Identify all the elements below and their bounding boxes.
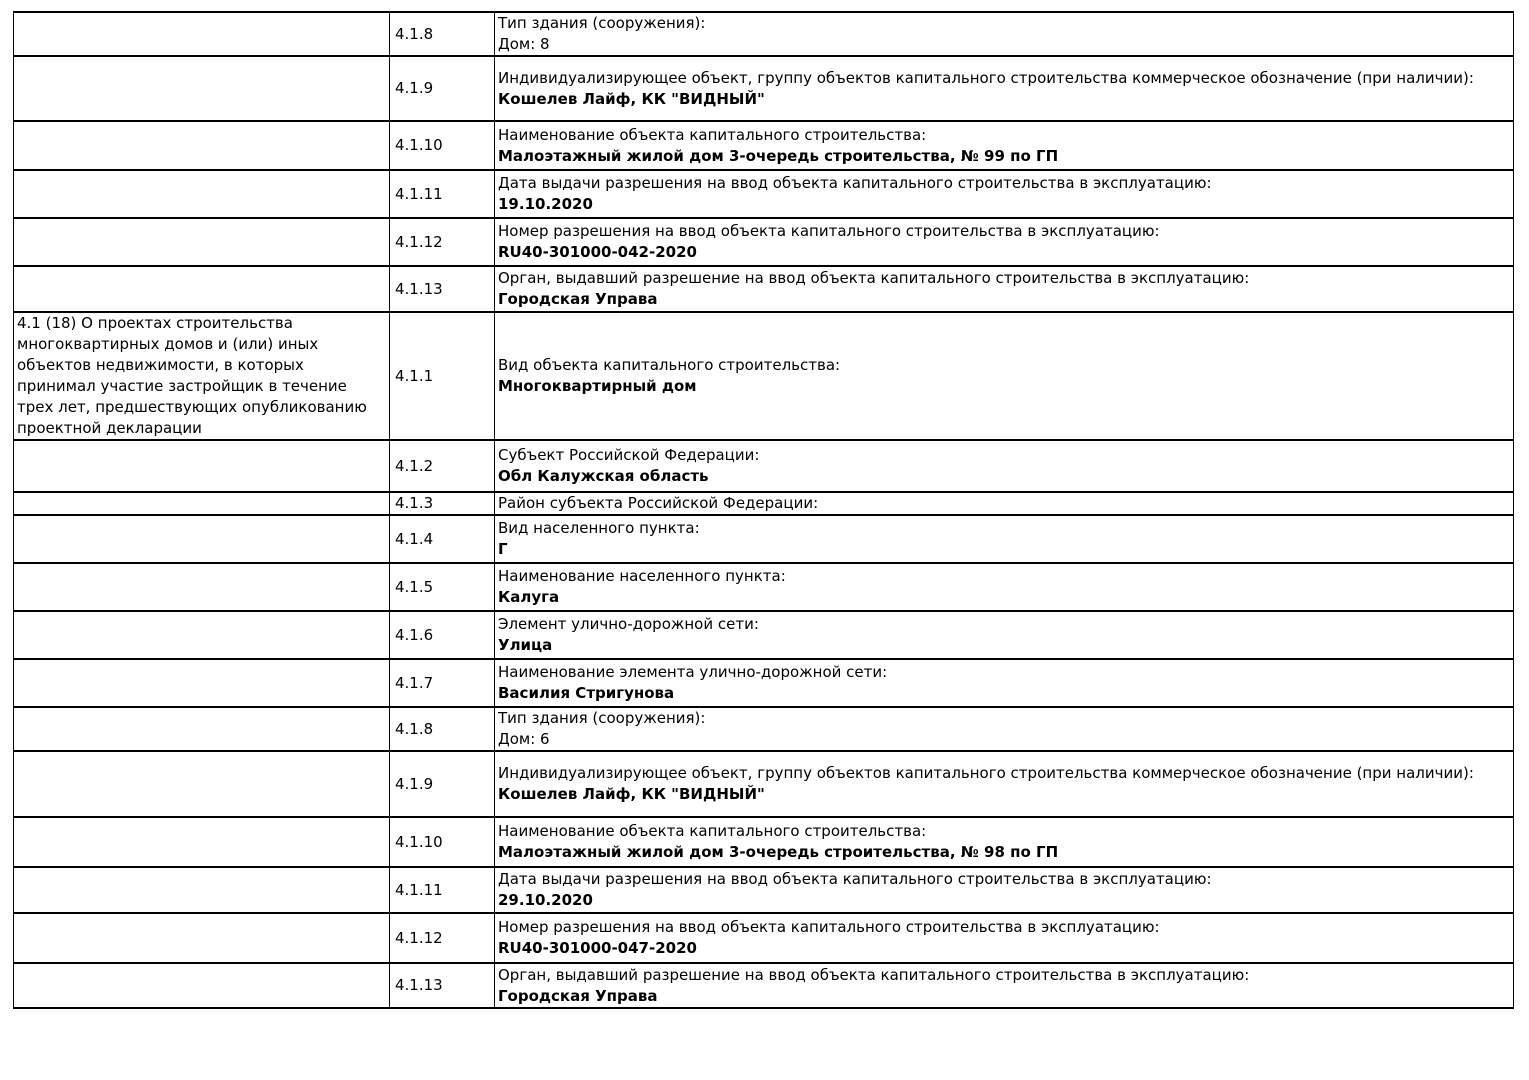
- table-row: [14, 515, 1514, 563]
- item-content-cell: [495, 563, 1514, 611]
- item-number-cell: 4.1.13: [390, 963, 495, 1008]
- item-label: Вид населенного пункта:: [498, 519, 700, 537]
- item-content-cell: [495, 56, 1514, 121]
- item-number-cell: 4.1.7: [390, 659, 495, 707]
- item-number-cell: 4.1.9: [390, 751, 495, 817]
- section-cell: [14, 515, 390, 563]
- item-value: 29.10.2020: [498, 891, 593, 909]
- section-cell: [14, 963, 390, 1008]
- item-content-cell: [495, 913, 1514, 963]
- item-content-cell: [495, 515, 1514, 563]
- table-row: [14, 611, 1514, 659]
- item-value: Малоэтажный жилой дом 3-очередь строительства, № 98 по ГП: [498, 843, 1059, 861]
- table-row: [14, 913, 1514, 963]
- item-content-cell: [495, 492, 1514, 515]
- item-number-cell: 4.1.10: [390, 817, 495, 867]
- item-label: Номер разрешения на ввод объекта капитального строительства в эксплуатацию:: [498, 918, 1160, 936]
- item-value: Калуга: [498, 588, 560, 606]
- item-label: Дата выдачи разрешения на ввод объекта капитального строительства в эксплуатацию:: [498, 870, 1212, 888]
- table-row: [14, 563, 1514, 611]
- item-label: Орган, выдавший разрешение на ввод объекта капитального строительства в эксплуатацию:: [498, 965, 1250, 984]
- item-label: Дата выдачи разрешения на ввод объекта капитального строительства в эксплуатацию:: [498, 174, 1212, 192]
- item-number-cell: 4.1.6: [390, 611, 495, 659]
- item-number-cell: 4.1.8: [390, 12, 495, 56]
- item-label: Индивидуализирующее объект, группу объектов капитального строительства коммерческое обозначение (при наличии):: [498, 68, 1474, 87]
- item-label: Тип здания (сооружения):: [498, 14, 706, 32]
- table-row: [14, 170, 1514, 218]
- section-cell: [14, 121, 390, 170]
- section-cell: [14, 218, 390, 266]
- table-row: [14, 492, 1514, 515]
- table-row: [14, 218, 1514, 266]
- item-value: 19.10.2020: [498, 195, 593, 213]
- item-value: Городская Управа: [498, 986, 658, 1005]
- item-number-cell: 4.1.12: [390, 913, 495, 963]
- section-cell: [14, 751, 390, 817]
- table-row: [14, 266, 1514, 312]
- section-cell: [14, 170, 390, 218]
- item-number-cell: 4.1.9: [390, 56, 495, 121]
- item-label: Субъект Российской Федерации:: [498, 446, 760, 464]
- item-label: Наименование объекта капитального строительства:: [498, 822, 927, 840]
- item-content-cell: [495, 170, 1514, 218]
- table-row: [14, 751, 1514, 817]
- item-value: Кошелев Лайф, КК "ВИДНЫЙ": [498, 89, 765, 108]
- item-value: Дом: 6: [498, 730, 550, 748]
- item-label: Вид объекта капитального строительства:: [498, 356, 841, 374]
- item-number-cell: 4.1.3: [390, 492, 495, 515]
- item-number-cell: 4.1.8: [390, 707, 495, 751]
- item-number-cell: 4.1.12: [390, 218, 495, 266]
- document-page: [13, 11, 1514, 1009]
- item-label: Тип здания (сооружения):: [498, 709, 706, 727]
- item-number-cell: 4.1.11: [390, 170, 495, 218]
- table-row: [14, 707, 1514, 751]
- item-content-cell: [495, 751, 1514, 817]
- section-cell: [14, 12, 390, 56]
- table-row: [14, 12, 1514, 56]
- item-value: Кошелев Лайф, КК "ВИДНЫЙ": [498, 785, 765, 803]
- item-label: Наименование элемента улично-дорожной сети:: [498, 663, 888, 681]
- item-content-cell: [495, 707, 1514, 751]
- item-value: RU40-301000-042-2020: [498, 243, 697, 261]
- item-content-cell: [495, 611, 1514, 659]
- section-cell: [14, 563, 390, 611]
- section-cell: [14, 440, 390, 492]
- item-label: Орган, выдавший разрешение на ввод объекта капитального строительства в эксплуатацию:: [498, 269, 1250, 287]
- item-content-cell: [495, 440, 1514, 492]
- table-row: [14, 817, 1514, 867]
- table-row-section: [14, 312, 1514, 440]
- section-cell: [14, 659, 390, 707]
- item-value: Обл Калужская область: [498, 467, 709, 485]
- declaration-table: [13, 11, 1514, 1009]
- item-value: Малоэтажный жилой дом 3-очередь строительства, № 99 по ГП: [498, 146, 1059, 165]
- section-title-cell: 4.1 (18) О проектах строительства многоквартирных домов и (или) иных объектов недвижимости, в которых принимал участие застройщик в течение трех лет, предшествующих опубликованию проектной декларации: [14, 312, 390, 440]
- section-cell: [14, 913, 390, 963]
- item-label: Номер разрешения на ввод объекта капитального строительства в эксплуатацию:: [498, 222, 1160, 240]
- table-row: [14, 867, 1514, 913]
- item-number-cell: 4.1.1: [390, 312, 495, 440]
- item-number-cell: 4.1.10: [390, 121, 495, 170]
- section-cell: [14, 867, 390, 913]
- item-label: Наименование населенного пункта:: [498, 567, 786, 585]
- section-cell: [14, 611, 390, 659]
- item-value: RU40-301000-047-2020: [498, 939, 697, 957]
- table-row: [14, 440, 1514, 492]
- item-content-cell: [495, 867, 1514, 913]
- item-value: Улица: [498, 636, 553, 654]
- item-label: Наименование объекта капитального строительства:: [498, 125, 927, 144]
- item-content-cell: [495, 218, 1514, 266]
- section-cell: [14, 266, 390, 312]
- item-label: Элемент улично-дорожной сети:: [498, 615, 759, 633]
- item-content-cell: [495, 312, 1514, 440]
- item-content-cell: [495, 12, 1514, 56]
- item-content-cell: [495, 817, 1514, 867]
- item-value: Многоквартирный дом: [498, 377, 697, 395]
- item-number-cell: 4.1.2: [390, 440, 495, 492]
- table-row: [14, 659, 1514, 707]
- section-cell: [14, 707, 390, 751]
- item-label: Индивидуализирующее объект, группу объектов капитального строительства коммерческое обозначение (при наличии):: [498, 764, 1474, 782]
- item-content-cell: [495, 266, 1514, 312]
- item-number-cell: 4.1.11: [390, 867, 495, 913]
- section-cell: [14, 56, 390, 121]
- item-content-cell: [495, 963, 1514, 1008]
- table-row: [14, 121, 1514, 170]
- item-number-cell: 4.1.13: [390, 266, 495, 312]
- section-cell: [14, 492, 390, 515]
- item-content-cell: [495, 659, 1514, 707]
- item-number-cell: 4.1.4: [390, 515, 495, 563]
- item-content-cell: [495, 121, 1514, 170]
- item-value: Дом: 8: [498, 35, 550, 53]
- item-number-cell: 4.1.5: [390, 563, 495, 611]
- item-value: Г: [498, 540, 508, 558]
- section-cell: [14, 817, 390, 867]
- item-value: Василия Стригунова: [498, 684, 675, 702]
- item-label: Район субъекта Российской Федерации:: [498, 494, 819, 512]
- table-row: [14, 56, 1514, 121]
- item-value: Городская Управа: [498, 290, 658, 308]
- table-row: [14, 963, 1514, 1008]
